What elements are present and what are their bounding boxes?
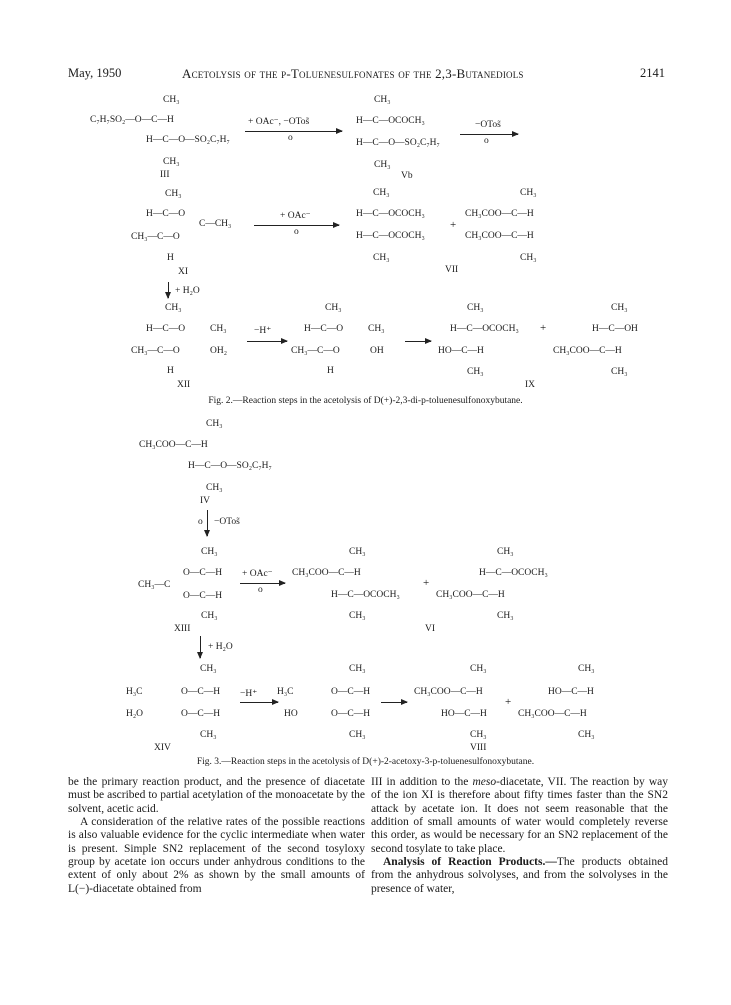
reaction-arrow [381, 702, 407, 703]
vii-a-ch3-top: CH₃ [373, 188, 390, 198]
page-number: 2141 [640, 66, 665, 80]
iv-ch3-bottom: CH₃ [206, 483, 223, 493]
xii-b-ch3-right: CH₃ [368, 324, 385, 334]
figure-3-caption: Fig. 3.—Reaction steps in the acetolysis of D(+)-2-acetoxy-3-p-toluenesulfonoxybutane. [196, 757, 535, 767]
reaction-arrow [247, 341, 287, 342]
xii-a-oh2: OH₂ [210, 346, 228, 356]
plus-sign: + [423, 577, 430, 589]
figure-2-caption: Fig. 2.—Reaction steps in the acetolysis of D(+)-2,3-di-p-toluenesulfonoxybutane. [208, 396, 523, 406]
vb-line-3: H—C—O—SO₂C₇H₇ [356, 138, 440, 148]
xiii-line-3: CH₃—C [138, 580, 171, 590]
xii-a-line-2: H—C—O [146, 324, 186, 334]
xiii-ch3-top: CH₃ [201, 547, 218, 557]
reaction-arrow [460, 134, 518, 135]
arrow-reagent-label: −H⁺ [240, 689, 258, 699]
arrow-condition-label: o [288, 133, 293, 143]
xiv-a-line-3: O—C—H [181, 687, 221, 697]
vi-b-ch3-bottom: CH₃ [497, 611, 514, 621]
viii-a-line-3: HO—C—H [441, 709, 487, 719]
compound-label-iv: IV [200, 496, 211, 506]
iii-line-2: C₇H₇SO₂—O—C—H [90, 115, 174, 125]
compound-label-xii: XII [177, 380, 191, 390]
water-step-label: + H₂O [175, 286, 200, 296]
text-run: -diacetate, VII. The reaction by way of the ion XI is therefore about fifty times faster than the SN2 attack by acetate ion. It does not seem reasonable that the addition of small amounts of water would completely reverse this order, as would be necessary for an SN2 replacement of the second tosylate to take place. [371, 776, 669, 855]
vi-b-line-3: CH₃COO—C—H [436, 590, 505, 600]
arrow-reagent-label: + OAc⁻, −OTos̃ [248, 117, 310, 127]
ix-b-ch3-bottom: CH₃ [611, 367, 628, 377]
compound-label-xiii: XIII [174, 624, 191, 634]
reaction-arrow-down [168, 282, 169, 298]
xi-line-4: CH₃—C—O [131, 232, 180, 242]
reaction-arrow [254, 225, 339, 226]
viii-b-ch3-bottom: CH₃ [578, 730, 595, 740]
header-date: May, 1950 [68, 66, 122, 80]
ix-b-line-3: CH₃COO—C—H [553, 346, 622, 356]
reaction-arrow [405, 341, 431, 342]
xiv-a-ch3-bottom: CH₃ [200, 730, 217, 740]
paragraph [371, 856, 668, 896]
text-run: III in addition to the [371, 776, 473, 788]
xii-b-ch3-top: CH₃ [325, 303, 342, 313]
arrow-reagent-label: −H⁺ [254, 326, 272, 336]
viii-b-ch3-top: CH₃ [578, 664, 595, 674]
xiii-line-2: O—C—H [183, 568, 223, 578]
xii-a-line-4: CH₃—C—O [131, 346, 180, 356]
paragraph: A consideration of the relative rates of the possible reactions is also valuable evidence for the cyclic intermediate when water is present. Simple SN2 replacement of the second tosyloxy group by acetate ion occurs under anhydrous conditions to the extent of only about 2% as shown by the small amounts of L(−)-diacetate obtained from [68, 815, 365, 895]
vi-a-line-3: H—C—OCOCH₃ [331, 590, 400, 600]
plus-sign: + [505, 696, 512, 708]
compound-label-xi: XI [178, 267, 189, 277]
vii-a-line-3: H—C—OCOCH₃ [356, 231, 425, 241]
xii-b-line-2: H—C—O [304, 324, 344, 334]
reaction-arrow-down [207, 510, 208, 536]
ix-a-line-2: H—C—OCOCH₃ [450, 324, 519, 334]
body-column-left [68, 776, 365, 896]
vii-a-line-2: H—C—OCOCH₃ [356, 209, 425, 219]
plus-sign: + [540, 322, 547, 334]
ix-a-ch3-bottom: CH₃ [467, 367, 484, 377]
xiii-line-4: O—C—H [183, 591, 223, 601]
iii-ch3-bottom: CH₃ [163, 157, 180, 167]
reaction-arrow [240, 583, 285, 584]
xiv-b-ch3-bottom: CH₃ [349, 730, 366, 740]
arrow-reagent-label: + OAc⁻ [242, 569, 273, 579]
compound-label-ix: IX [525, 380, 536, 390]
reaction-arrow [240, 702, 278, 703]
xiv-a-h2o: H₂O [126, 709, 144, 719]
ix-a-line-3: HO—C—H [438, 346, 484, 356]
header-title: Acetolysis of the p-Toluenesulfonates of the 2,3-Butanediols [182, 66, 524, 81]
xi-line-3: C—CH₃ [199, 219, 232, 229]
iii-line-3: H—C—O—SO₂C₇H₇ [146, 135, 230, 145]
iv-line-3: H—C—O—SO₂C₇H₇ [188, 461, 272, 471]
water-step-label: + H₂O [208, 642, 233, 652]
xii-a-ch3-right: CH₃ [210, 324, 227, 334]
leaving-group-label: −OTos̃ [214, 517, 240, 527]
body-column-right [371, 776, 668, 896]
xii-b-oh: OH [370, 346, 384, 356]
paragraph [371, 776, 668, 856]
ix-b-ch3-top: CH₃ [611, 303, 628, 313]
viii-a-ch3-bottom: CH₃ [470, 730, 487, 740]
vi-b-line-2: H—C—OCOCH₃ [479, 568, 548, 578]
xi-line-2: H—C—O [146, 209, 186, 219]
ix-b-line-2: H—C—OH [592, 324, 638, 334]
arrow-condition-label: o [198, 517, 203, 527]
xii-b-h-bottom: H [327, 366, 334, 376]
arrow-condition-label: o [294, 227, 299, 237]
viii-b-line-2: HO—C—H [548, 687, 594, 697]
viii-b-line-3: CH₃COO—C—H [518, 709, 587, 719]
paragraph: be the primary reaction product, and the presence of diacetate must be ascribed to partial acetylation of the monoacetate by the solvent, acetic acid. [68, 776, 365, 815]
plus-sign: + [450, 219, 457, 231]
italic-text: meso [472, 776, 497, 788]
vb-ch3-top: CH₃ [374, 95, 391, 105]
section-heading: Analysis of Reaction Products.— [383, 855, 557, 868]
xiv-b-h3c: H₃C [277, 687, 294, 697]
ix-a-ch3-top: CH₃ [467, 303, 484, 313]
vii-b-ch3-bottom: CH₃ [520, 253, 537, 263]
compound-label-viii: VIII [470, 743, 487, 753]
xiv-b-ch3-top: CH₃ [349, 664, 366, 674]
arrow-condition-label: o [484, 136, 489, 146]
xiv-b-line-3: O—C—H [331, 687, 371, 697]
vi-a-line-2: CH₃COO—C—H [292, 568, 361, 578]
xiv-a-h3c: H₃C [126, 687, 143, 697]
compound-label-vb: Vb [401, 171, 413, 181]
xii-b-line-4: CH₃—C—O [291, 346, 340, 356]
xiv-a-line-5: O—C—H [181, 709, 221, 719]
xiv-a-ch3-top: CH₃ [200, 664, 217, 674]
vii-b-ch3-top: CH₃ [520, 188, 537, 198]
xii-a-h-bottom: H [167, 366, 174, 376]
arrow-condition-label: o [258, 585, 263, 595]
xiv-b-line-5: O—C—H [331, 709, 371, 719]
vii-b-line-2: CH₃COO—C—H [465, 209, 534, 219]
iv-ch3-top: CH₃ [206, 419, 223, 429]
vb-ch3-bottom: CH₃ [374, 160, 391, 170]
viii-a-ch3-top: CH₃ [470, 664, 487, 674]
text-run: The products obtained from the anhydrous solvolyses, and from the solvolyses in the presence of water, [371, 855, 668, 895]
arrow-reagent-label: + OAc⁻ [280, 211, 311, 221]
iii-ch3-top: CH₃ [163, 95, 180, 105]
vi-a-ch3-bottom: CH₃ [349, 611, 366, 621]
reaction-arrow [245, 131, 342, 132]
compound-label-iii: III [160, 170, 170, 180]
viii-a-line-2: CH₃COO—C—H [414, 687, 483, 697]
xiii-ch3-bottom: CH₃ [201, 611, 218, 621]
xi-ch3-top: CH₃ [165, 189, 182, 199]
compound-label-xiv: XIV [154, 743, 171, 753]
vb-line-2: H—C—OCOCH₃ [356, 116, 425, 126]
compound-label-vi: VI [425, 624, 436, 634]
vii-b-line-3: CH₃COO—C—H [465, 231, 534, 241]
iv-line-2: CH₃COO—C—H [139, 440, 208, 450]
vi-b-ch3-top: CH₃ [497, 547, 514, 557]
arrow-reagent-label: −OTos̃ [475, 120, 501, 130]
vii-a-ch3-bottom: CH₃ [373, 253, 390, 263]
reaction-arrow-down [200, 636, 201, 658]
compound-label-vii: VII [445, 265, 459, 275]
xi-h-bottom: H [167, 253, 174, 263]
xii-a-ch3-top: CH₃ [165, 303, 182, 313]
xiv-b-ho: HO [284, 709, 298, 719]
vi-a-ch3-top: CH₃ [349, 547, 366, 557]
